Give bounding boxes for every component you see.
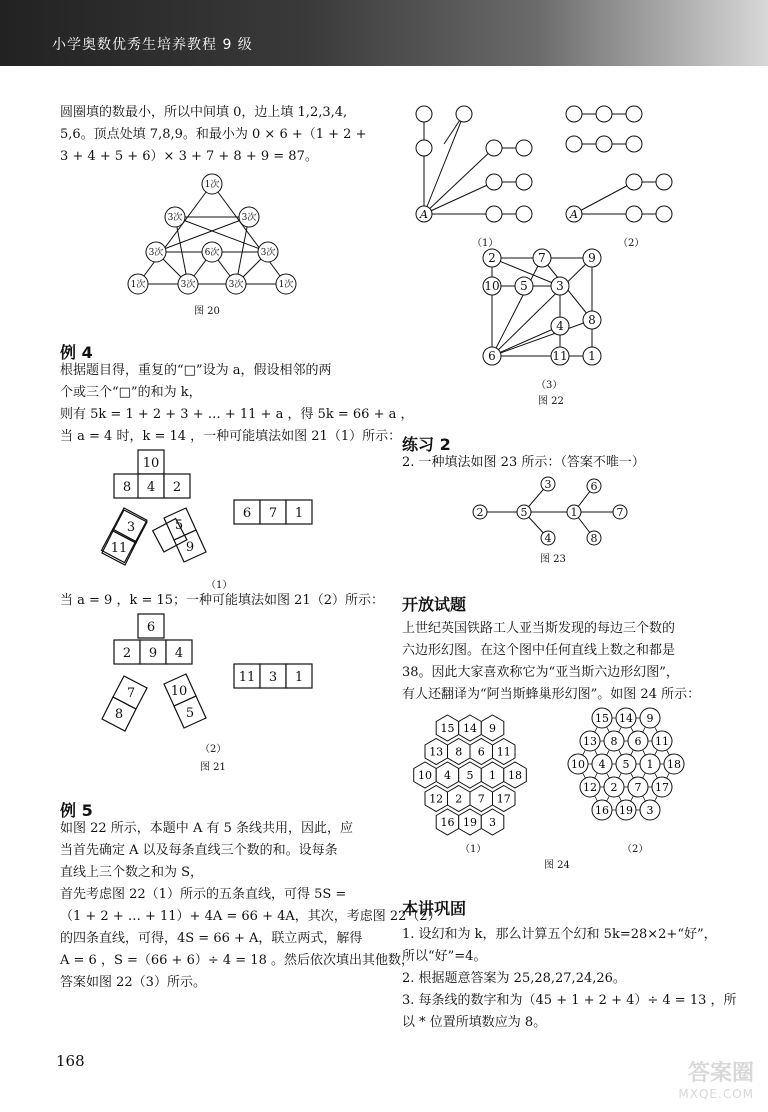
fig22-3-num: 4 <box>556 319 564 333</box>
hex-number: 6 <box>477 745 485 759</box>
fig21-1-value: 9 <box>185 540 195 555</box>
example-5-heading: 例 5 <box>60 801 93 820</box>
figure-23 <box>470 476 630 551</box>
circle-number: 10 <box>571 758 585 771</box>
circle-number: 3 <box>646 804 654 817</box>
fig23-num: 1 <box>570 506 578 519</box>
fig23-num: 2 <box>476 506 484 519</box>
fig21-1-value: 11 <box>110 541 128 556</box>
fig20-label: 6次 <box>204 248 220 258</box>
fig21-2-value: 3 <box>268 670 278 685</box>
ex5-line-4: 首先考虑图 22（1）所示的五条直线，可得 5S = <box>60 887 347 902</box>
fig21-2-value: 9 <box>148 646 158 661</box>
fig21-2-value: 10 <box>170 684 188 699</box>
fig23-num: 7 <box>616 506 624 519</box>
figure-24-1-caption: （1） <box>460 844 487 855</box>
open-line-3: 38。因此大家喜欢称它为“亚当斯六边形幻图”， <box>402 665 679 680</box>
hex-number: 15 <box>440 722 455 735</box>
fig22-3-num: 2 <box>488 251 496 265</box>
figure-24-caption: 图 24 <box>544 860 570 871</box>
page-number: 168 <box>56 1052 85 1070</box>
circle-number: 17 <box>655 781 669 794</box>
hex-number: 19 <box>463 816 477 829</box>
circle-number: 6 <box>634 735 642 748</box>
fig22-3-num: 10 <box>484 279 500 293</box>
figure-21-caption: 图 21 <box>200 762 226 773</box>
fig20-label: 3次 <box>180 280 196 290</box>
fig23-num: 4 <box>544 532 552 545</box>
ex5-line-2: 当首先确定 A 以及每条直线三个数的和。设每条 <box>60 843 338 858</box>
fig23-num: 5 <box>520 506 528 519</box>
circle-number: 9 <box>646 712 654 725</box>
fig21-1-value: 4 <box>146 480 156 495</box>
watermark-line-2: MXQE.COM <box>678 1087 754 1101</box>
fig22-3-num: 6 <box>488 349 496 363</box>
practice-2-line: 2. 一种填法如图 23 所示：（答案不唯一） <box>402 455 645 470</box>
fig20-label: 1次 <box>278 280 294 290</box>
fig21-1-value: 3 <box>126 520 136 535</box>
intro-line-3: 3 + 4 + 5 + 6）× 3 + 7 + 8 + 9 = 87。 <box>60 149 318 164</box>
ex5-line-8: 答案如图 22（3）所示。 <box>60 975 206 990</box>
hex-number: 1 <box>489 769 496 782</box>
hex-number: 4 <box>444 769 451 782</box>
hex-number: 17 <box>496 792 511 806</box>
fig21-1-value: 6 <box>242 506 252 521</box>
circle-number: 11 <box>655 735 669 748</box>
figure-20-triangle <box>120 170 310 305</box>
fig22-1-label-a: A <box>420 208 428 221</box>
fig21-2-value: 4 <box>174 646 184 661</box>
hex-number: 18 <box>508 769 522 782</box>
fig22-3-num: 8 <box>588 313 596 327</box>
watermark-line-1: 答案圈 <box>687 1061 754 1086</box>
fig22-3-num: 11 <box>552 349 568 363</box>
figure-24-1-honeycomb <box>400 712 540 842</box>
ex4-line-2: 个或三个“□”的和为 k， <box>60 385 202 400</box>
ex5-line-5: （1 + 2 + … + 11）+ 4A = 66 + 4A，其次，考虑图 22（2） <box>60 909 441 924</box>
fig21-2-value: 7 <box>126 686 136 701</box>
circle-number: 18 <box>667 758 681 771</box>
fig22-3-num: 3 <box>556 279 564 293</box>
fig22-3-num: 7 <box>538 251 546 265</box>
open-question-heading: 开放试题 <box>402 595 467 614</box>
fig22-3-num: 5 <box>520 279 528 293</box>
hex-number: 5 <box>466 769 474 782</box>
circle-number: 12 <box>583 781 597 794</box>
fig21-2-value: 1 <box>294 670 304 685</box>
figure-23-caption: 图 23 <box>540 554 566 565</box>
fig20-label: 3次 <box>241 213 257 223</box>
circle-number: 4 <box>598 758 606 771</box>
ex4-line-4: 当 a = 4 时，k = 14 ，一种可能填法如图 21（1）所示： <box>60 429 402 444</box>
example-4-heading: 例 4 <box>60 343 93 362</box>
figure-24-2-caption: （2） <box>622 844 649 855</box>
hex-number: 11 <box>496 745 511 759</box>
hex-number: 14 <box>463 722 477 735</box>
review-heading: 本讲巩固 <box>402 899 467 918</box>
fig21-2-value: 2 <box>122 646 132 661</box>
ex4-line-3: 则有 5k = 1 + 2 + 3 + … + 11 + a ，得 5k = 66 + a ， <box>60 407 414 422</box>
figure-22-3-caption: （3） <box>536 380 563 391</box>
fig21-1-value: 8 <box>122 480 132 495</box>
fig20-label: 1次 <box>130 280 146 290</box>
circle-number: 16 <box>595 804 609 817</box>
intro-line-2: 5,6。顶点处填 7,8,9。和最小为 0 × 6 +（1 + 2 + <box>60 127 367 142</box>
fig21-2-value: 5 <box>185 706 195 721</box>
fig22-3-num: 9 <box>588 251 596 265</box>
figure-22-caption: 图 22 <box>538 396 564 407</box>
fig20-label: 3次 <box>148 248 164 258</box>
ex5-line-3: 直线上三个数之和为 S， <box>60 865 204 880</box>
circle-number: 13 <box>583 735 597 748</box>
hex-number: 16 <box>440 816 455 829</box>
fig20-label: 3次 <box>228 280 244 290</box>
circle-number: 19 <box>619 804 633 817</box>
figure-22-3 <box>480 246 610 371</box>
fig21-2-value: 8 <box>114 707 124 722</box>
open-line-4: 有人还翻译为“阿当斯蜂巢形幻图”。如图 24 所示： <box>402 687 701 702</box>
hex-number: 3 <box>489 816 496 829</box>
watermark <box>634 1056 754 1106</box>
ex5-line-1: 如图 22 所示，本题中 A 有 5 条线共用，因此，应 <box>60 821 353 836</box>
circle-number: 7 <box>634 781 642 794</box>
fig20-label: 1次 <box>204 180 220 190</box>
figure-22-1-caption: （1） <box>472 238 499 249</box>
hex-number: 2 <box>455 792 463 806</box>
figure-21-1 <box>100 448 330 578</box>
ex5-line-6: 的四条直线，可得，4S = 66 + A，联立两式，解得 <box>60 931 363 946</box>
figure-20-caption: 图 20 <box>194 306 220 317</box>
ex4-line-5: 当 a = 9 ，k = 15；一种可能填法如图 21（2）所示： <box>60 593 384 608</box>
fig23-num: 3 <box>544 478 552 491</box>
fig20-label: 3次 <box>260 248 276 258</box>
review-line-5: 以 * 位置所填数应为 8。 <box>402 1015 547 1030</box>
circle-number: 2 <box>610 781 618 794</box>
fig21-1-value: 2 <box>172 480 182 495</box>
ex5-line-7: A = 6 ，S =（66 + 6）÷ 4 = 18 。然后依次填出其他数， <box>60 953 414 968</box>
figure-21-1-caption: （1） <box>206 580 233 591</box>
hex-number: 7 <box>477 792 485 806</box>
ex4-line-1: 根据题目得，重复的“□”设为 a，假设相邻的两 <box>60 363 332 378</box>
intro-line-1: 圆圈填的数最小，所以中间填 0，边上填 1,2,3,4, <box>60 105 348 120</box>
figure-21-2 <box>100 612 330 742</box>
open-line-2: 六边形幻图。在这个图中任何直线上数之和都是 <box>402 643 676 658</box>
review-line-4: 3. 每条线的数字和为（45 + 1 + 2 + 4）÷ 4 = 13 ，所 <box>402 993 737 1008</box>
fig21-1-value: 10 <box>142 456 160 471</box>
circle-number: 14 <box>619 712 633 725</box>
fig22-3-num: 1 <box>588 349 596 363</box>
fig21-1-value: 1 <box>294 506 304 521</box>
review-line-2: 所以“好”=4。 <box>402 949 487 964</box>
hex-number: 13 <box>429 745 444 759</box>
circle-number: 8 <box>610 735 618 748</box>
hex-number: 12 <box>429 792 444 806</box>
hex-number: 10 <box>418 769 432 782</box>
open-line-1: 上世纪英国铁路工人亚当斯发现的每边三个数的 <box>402 621 676 636</box>
circle-number: 5 <box>622 758 630 771</box>
hex-number: 9 <box>489 722 496 735</box>
practice-2-heading: 练习 2 <box>402 435 451 454</box>
figure-24-2-circles <box>552 706 702 840</box>
review-line-1: 1. 设幻和为 k，那么计算五个幻和 5k=28×2+“好”， <box>402 927 717 942</box>
figure-22-2 <box>560 100 690 225</box>
review-line-3: 2. 根据题意答案为 25,28,27,24,26。 <box>402 971 626 986</box>
fig20-label: 3次 <box>167 213 183 223</box>
fig23-num: 6 <box>590 480 598 493</box>
fig21-1-value: 7 <box>268 506 278 521</box>
fig21-2-value: 6 <box>146 620 156 635</box>
circle-number: 15 <box>595 712 609 725</box>
fig22-2-label-a: A <box>570 208 578 221</box>
circle-number: 1 <box>646 758 654 771</box>
fig21-2-value: 11 <box>238 670 256 685</box>
book-title: 小学奥数优秀生培养教程 9 级 <box>52 37 253 53</box>
fig23-num: 8 <box>590 532 598 545</box>
figure-22-2-caption: （2） <box>618 238 645 249</box>
hex-number: 8 <box>455 745 463 759</box>
figure-21-2-caption: （2） <box>200 744 227 755</box>
fig21-1-value: 5 <box>174 518 184 533</box>
page-header <box>0 0 768 66</box>
figure-22-1 <box>410 100 540 225</box>
